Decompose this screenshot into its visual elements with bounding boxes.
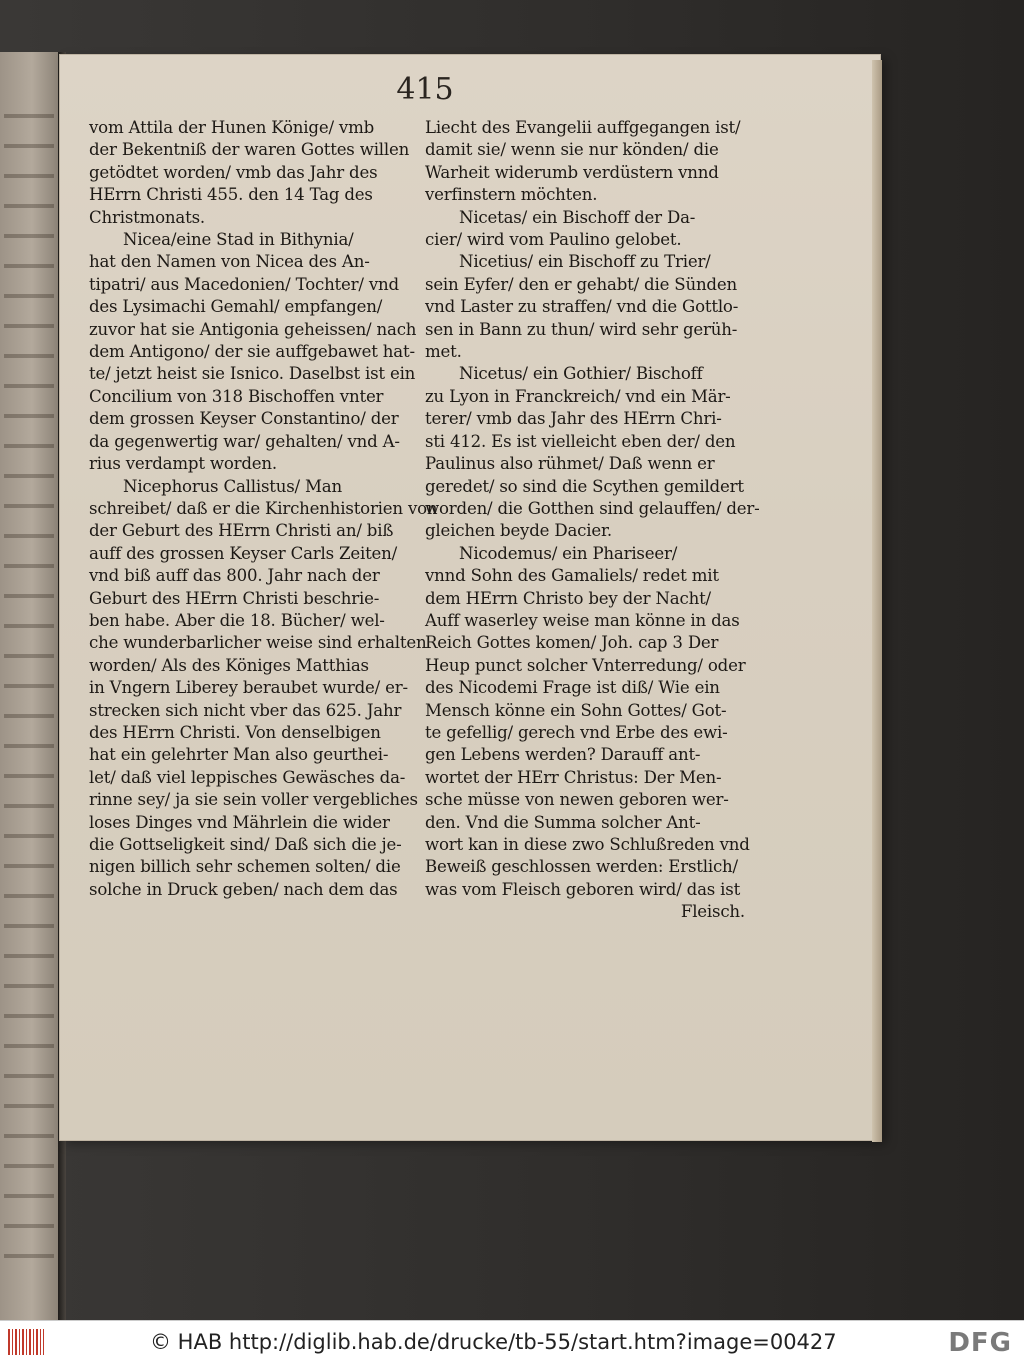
text-line: hat den Namen von Nicea des An-: [89, 252, 370, 272]
text-line: rinne sey/ ja sie sein voller vergebliches: [89, 790, 418, 810]
text-line: terer/ vmb das Jahr des HErrn Chri-: [425, 409, 722, 429]
text-line: auff des grossen Keyser Carls Zeiten/: [89, 543, 398, 563]
text-line: Mensch könne ein Sohn Gottes/ Got-: [425, 700, 727, 720]
text-line: Nicetius/ ein Bischoff zu Trier/: [459, 252, 711, 272]
text-line: nigen billich sehr schemen solten/ die: [89, 857, 401, 877]
text-line: die Gottseligkeit sind/ Daß sich die je-: [89, 835, 402, 854]
text-line: in Vngern Liberey beraubet wurde/ er-: [89, 678, 408, 698]
text-line: Heup punct solcher Vnterredung/ oder: [425, 655, 746, 675]
text-line: zuvor hat sie Antigonia geheissen/ nach: [89, 319, 417, 339]
text-line: che wunderbarlicher weise sind erhalten: [89, 633, 427, 653]
text-line: damit sie/ wenn sie nur könden/ die: [425, 140, 719, 160]
text-line: des Lysimachi Gemahl/ empfangen/: [89, 297, 383, 317]
text-line: wort kan in diese zwo Schlußreden vnd: [425, 835, 750, 854]
text-line: wortet der HErr Christus: Der Men-: [425, 767, 722, 787]
text-line: vnd Laster zu straffen/ vnd die Gottlo-: [425, 297, 739, 317]
text-line: verfinstern möchten.: [425, 185, 598, 205]
page-number: 415: [396, 72, 454, 107]
text-line: HErrn Christi 455. den 14 Tag des: [89, 185, 373, 205]
text-line: Christmonats.: [89, 207, 205, 227]
text-line: Nicea/eine Stad in Bithynia/: [123, 230, 354, 250]
text-line: Paulinus also rühmet/ Daß wenn er: [425, 454, 715, 474]
text-line: der Geburt des HErrn Christi an/ biß: [89, 521, 394, 541]
text-line: Reich Gottes komen/ Joh. cap 3 Der: [425, 633, 719, 653]
text-line: da gegenwertig war/ gehalten/ vnd A-: [89, 431, 400, 451]
text-line: getödtet worden/ vmb das Jahr des: [89, 162, 378, 182]
text-line: Auff waserley weise man könne in das: [425, 610, 740, 630]
text-line: der Bekentniß der waren Gottes willen: [89, 140, 410, 160]
catchword: Fleisch.: [680, 902, 745, 922]
text-line: vom Attila der Hunen Könige/ vmb: [89, 118, 375, 137]
text-line: schreibet/ daß er die Kirchenhistorien von: [89, 498, 438, 518]
text-line: sti 412. Es ist vielleicht eben der/ den: [425, 431, 736, 451]
text-line: den. Vnd die Summa solcher Ant-: [425, 812, 701, 832]
text-line: geredet/ so sind die Scythen gemildert: [425, 476, 744, 496]
text-line: loses Dinges vnd Mährlein die wider: [89, 812, 390, 832]
text-line: rius verdampt worden.: [89, 454, 277, 474]
text-line: Nicephorus Callistus/ Man: [123, 476, 342, 496]
text-line: cier/ wird vom Paulino gelobet.: [425, 230, 682, 250]
text-line: sen in Bann zu thun/ wird sehr gerüh-: [425, 319, 738, 339]
text-line: Warheit widerumb verdüstern vnnd: [425, 162, 719, 182]
text-line: Nicetas/ ein Bischoff der Da-: [459, 207, 696, 227]
previous-page-edge: [0, 52, 59, 1320]
text-line: Beweiß geschlossen werden: Erstlich/: [425, 857, 738, 877]
text-line: sein Eyfer/ den er gehabt/ die Sünden: [425, 274, 737, 294]
text-line: worden/ Als des Königes Matthias: [89, 655, 369, 675]
text-line: ben habe. Aber die 18. Bücher/ wel-: [89, 610, 385, 630]
text-line: vnnd Sohn des Gamaliels/ redet mit: [425, 566, 719, 586]
text-line: gleichen beyde Dacier.: [425, 521, 612, 541]
text-line: met.: [425, 342, 462, 362]
text-line: dem grossen Keyser Constantino/ der: [89, 409, 399, 429]
text-line: Geburt des HErrn Christi beschrie-: [89, 588, 380, 608]
text-line: des HErrn Christi. Von denselbigen: [89, 722, 381, 742]
text-line: hat ein gelehrter Man also geurthei-: [89, 745, 389, 765]
text-line: Nicetus/ ein Gothier/ Bischoff: [459, 364, 703, 384]
dfg-logo: DFG: [948, 1328, 1012, 1358]
text-line: dem Antigono/ der sie auffgebawet hat-: [89, 342, 415, 362]
page-edge: [872, 60, 882, 1142]
text-line: tipatri/ aus Macedonien/ Tochter/ vnd: [89, 274, 399, 294]
hab-barcode-icon: [8, 1329, 44, 1355]
text-line: Concilium von 318 Bischoffen vnter: [89, 386, 384, 406]
text-line: te gefellig/ gerech vnd Erbe des ewi-: [425, 722, 728, 742]
footer-credit-link[interactable]: © HAB http://diglib.hab.de/drucke/tb-55/start.htm?image=00427: [150, 1330, 837, 1354]
text-line: Liecht des Evangelii auffgegangen ist/: [425, 118, 741, 137]
text-line: te/ jetzt heist sie Isnico. Daselbst ist ein: [89, 364, 416, 384]
text-line: worden/ die Gotthen sind gelauffen/ der-: [425, 498, 760, 518]
text-line: zu Lyon in Franckreich/ vnd ein Mär-: [425, 386, 731, 406]
text-line: strecken sich nicht vber das 625. Jahr: [89, 700, 402, 720]
text-line: gen Lebens werden? Darauff ant-: [425, 745, 701, 765]
text-line: let/ daß viel leppisches Gewäsches da-: [89, 767, 406, 787]
right-column: [425, 117, 760, 924]
left-column: [89, 117, 438, 901]
text-line: sche müsse von newen geboren wer-: [425, 790, 729, 810]
text-line: was vom Fleisch geboren wird/ das ist: [425, 879, 741, 899]
previous-page-text-lines: [4, 92, 54, 1260]
text-line: des Nicodemi Frage ist diß/ Wie ein: [425, 678, 720, 698]
text-line: solche in Druck geben/ nach dem das: [89, 879, 398, 899]
text-line: Nicodemus/ ein Phariseer/: [459, 543, 678, 563]
footer-bar: [0, 1320, 1024, 1363]
text-line: vnd biß auff das 800. Jahr nach der: [89, 566, 380, 586]
text-line: dem HErrn Christo bey der Nacht/: [425, 588, 711, 608]
